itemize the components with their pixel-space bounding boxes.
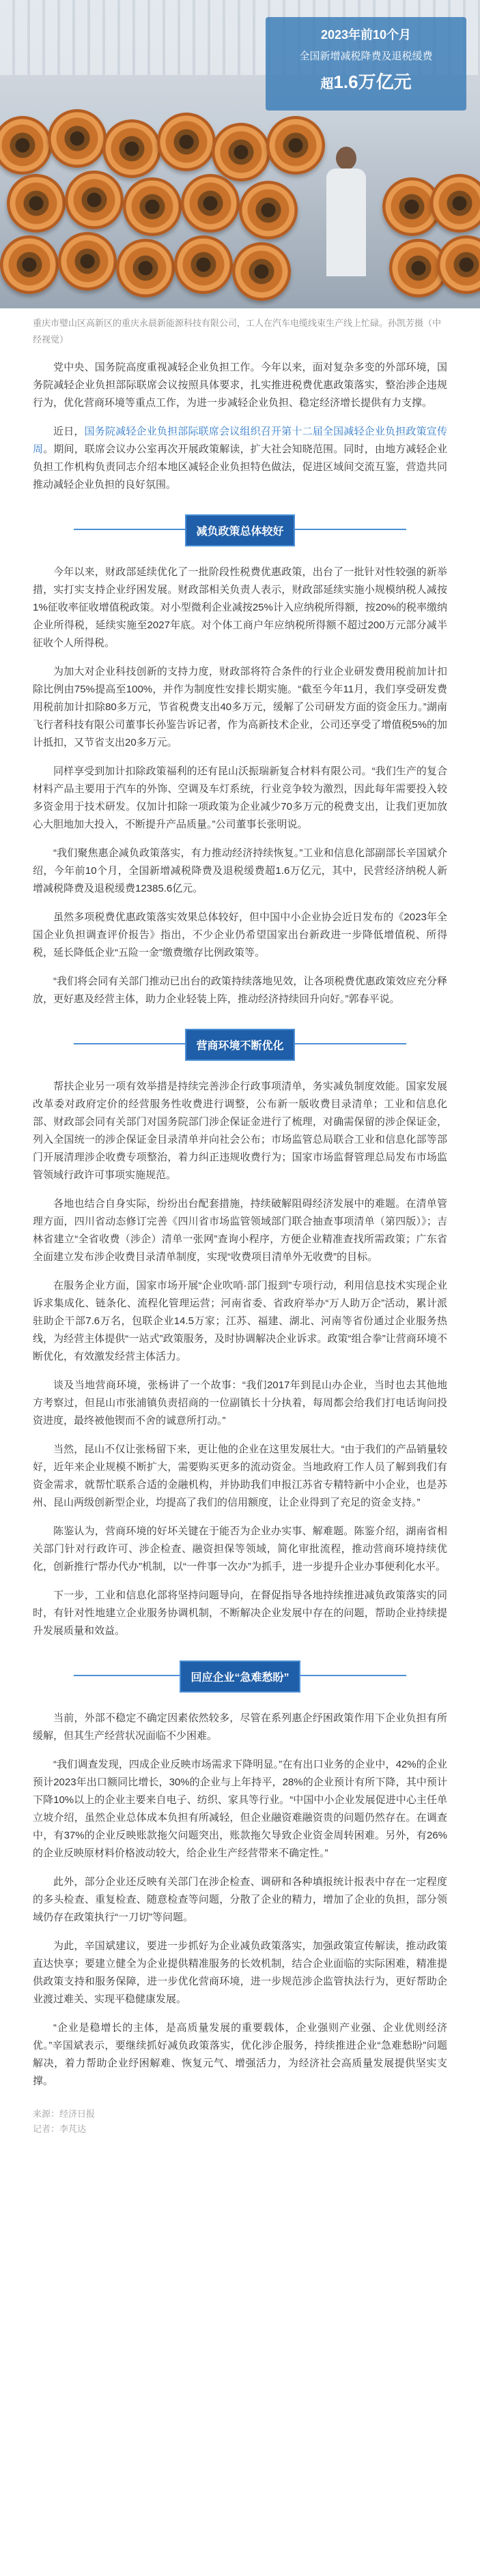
hero-image xyxy=(0,0,480,308)
badge-period: 2023年前10个月 xyxy=(320,28,412,42)
section-header-2 xyxy=(33,1029,447,1059)
policy-week-link[interactable]: 国务院减轻企业负担部际联席会议组织召开第十二届全国减轻企业负担政策宣传周 xyxy=(33,426,447,455)
cable-coils xyxy=(0,109,480,308)
headline-badge xyxy=(266,17,466,111)
badge-subtitle: 全国新增减税降费及退税缓费 xyxy=(299,50,433,62)
section-title: 回应企业“急难愁盼” xyxy=(180,1660,300,1693)
article-footer xyxy=(0,2090,480,2137)
section-title: 减负政策总体较好 xyxy=(185,514,294,546)
worker-figure xyxy=(322,147,370,276)
paragraph: 当前，外部不稳定不确定因素依然较多，尽管在系列惠企纾困政策作用下企业负担有所缓解，但其生产经营状况面临不少困难。 xyxy=(33,1712,447,1742)
paragraph: 当然，昆山不仅让张杨留下来，更让他的企业在这里发展壮大。“由于我们的产品销量较好，近年来企业规模不断扩大，需要购买更多的流动资金。当地政府工作人员了解到我们有资金需求，就帮忙联系合适的金融机构，并协助我们申报江苏省专精特新中小企业，也是苏州、昆山两级创新型企业，均提高了我们的信用额度，让企业得到了充足的资金支持。” xyxy=(33,1444,447,1508)
paragraph: “我们将会同有关部门推动已出台的政策持续落地见效，让各项税费优惠政策效应充分释放，更好惠及经营主体，助力企业轻装上阵，推动经济持续回升向好。”郭春平说。 xyxy=(33,976,447,1005)
paragraph: 谈及当地营商环境，张杨讲了一个故事：“我们2017年到昆山办企业，当时也去其他地方考察过，但昆山市张浦镇负责招商的一位副镇长十分执着，每周都会给我们打电话询问投资进度，最终被他锲而不舍的诚意所打动。” xyxy=(33,1379,447,1426)
paragraph: 陈鉴认为，营商环境的好坏关键在于能否为企业办实事、解难题。陈鉴介绍，湖南省相关部门针对行政许可、涉企检查、融资担保等领域，简化审批流程，推动营商环境持续优化，创新推行“帮办代办”机制，以“一件事一次办”为抓手，进一步提升企业办事便利化水平。 xyxy=(33,1525,447,1572)
paragraph: 虽然多项税费优惠政策落实效果总体较好，但中国中小企业协会近日发布的《2023年全国企业负担调查评价报告》指出，不少企业仍希望国家出台新政进一步降低增值税、所得税，延长降低企业“五险一金”缴费缴存比例政策等。 xyxy=(33,911,447,958)
paragraph: 帮扶企业另一项有效举措是持续完善涉企行政事项清单，务实减负制度效能。国家发展改革委对政府定价的经营服务性收费进行调整，公布新一版收费目录清单；工业和信息化部、财政部会同有关部门对国务院部门涉企保证金进行了梳理，对确需保留的涉企保证金，列入全国统一的涉企保证金目录清单并向社会公布；市场监管总局联合工业和信息化部等部门开展清理涉企收费专项整治，着力纠正违规收费行为；国家市场监督管理总局发布市场监管领域行政许可事项实施规范。 xyxy=(33,1081,447,1181)
image-caption: 重庆市璧山区高新区的重庆永晨新能源科技有限公司，工人在汽车电缆线束生产线上忙碌。孙凯芳摄（中经视觉） xyxy=(33,318,442,345)
paragraph: 下一步，工业和信息化部将坚持问题导向，在督促指导各地持续推进减负政策落实的同时，有针对性地建立企业服务协调机制，不断解决企业发展中存在的问题，帮助企业持续提升发展质量和效益。 xyxy=(33,1590,447,1637)
paragraph: “企业是稳增长的主体，是高质量发展的重要载体，企业强则产业强、企业优则经济优。”辛国斌表示，要继续抓好减负政策落实，优化涉企服务，持续推进企业“急难愁盼”问题解决，着力帮助企业纾困解难、恢复元气、增强活力，为经济社会高质量发展提供坚实支撑。 xyxy=(33,2022,447,2087)
paragraph: 各地也结合自身实际，纷纷出台配套措施，持续破解阻碍经济发展中的难题。在清单管理方面，四川省动态修订完善《四川省市场监管领域部门联合抽查事项清单（第四版）》；吉林省建立“全省收费（涉企）清单一张网”查询小程序，方便企业精准查找所需政策；广东省全面建立发布涉企收费目录清单制度，实现“收费项目清单外无收费”的目标。 xyxy=(33,1198,447,1263)
reporter-line: 记者：李芃达 xyxy=(33,2124,87,2134)
section-header-1 xyxy=(33,514,447,544)
paragraph: “我们调查发现，四成企业反映市场需求下降明显。”在有出口业务的企业中，42%的企业预计2023年出口额同比增长，30%的企业与上年持平，28%的企业预计有所下降，其中预计下降10%以上的企业主要来自电子、纺织、家具等行业。“中国中小企业发展促进中心主任单立坡介绍，虽然企业总体成本负担有所减轻，但企业融资难融资贵的问题仍然存在。在调查中，有37%的企业反映账款拖欠问题突出，账款拖欠导致企业资金周转困难。另外，有26%的企业反映原材料价格波动较大，给企业生产经营带来不确定性。” xyxy=(33,1759,447,1859)
source-line: 来源：经济日报 xyxy=(33,2109,96,2119)
article-body xyxy=(0,359,480,2090)
paragraph: 此外，部分企业还反映有关部门在涉企检查、调研和各种填报统计报表中存在一定程度的多头检查、重复检查、随意检查等问题，分散了企业的精力，增加了企业的负担，部分领域仍存在政策执行“一刀切”等问题。 xyxy=(33,1876,447,1923)
paragraph: 今年以来，财政部延续优化了一批阶段性税费优惠政策，出台了一批针对性较强的新举措，实打实支持企业纾困发展。财政部相关负责人表示，财政部延续实施小规模纳税人减按1%征收率征收增值税政策。对小型微利企业减按25%计入应纳税所得额，按20%的税率缴纳企业所得税，延续实施至2027年底。对个体工商户年应纳税所得额不超过200万元部分减半征收个人所得税。 xyxy=(33,566,447,649)
section-header-3 xyxy=(33,1660,447,1690)
paragraph: 同样享受到加计扣除政策福利的还有昆山沃振瑞新复合材料有限公司。“我们生产的复合材料产品主要用于汽车的外饰、空调及车灯系统，行业竞争较为激烈，因此每年需要投入较多资金用于技术研发。仅加计扣除一项政策为企业减少70多万元的税费支出，让我们更加放心大胆地加大投入，不断提升产品质量。”公司董事长张明说。 xyxy=(33,765,447,830)
paragraph: 为此，辛国斌建议，要进一步抓好为企业减负政策落实，加强政策宣传解读，推动政策直达快享；要建立健全为企业提供精准服务的长效机制，结合企业面临的实际困难，精准提供政策支持和服务保障，进一步优化营商环境，进一步规范涉企监管执法行为，更好帮助企业渡过难关、实现平稳健康发展。 xyxy=(33,1940,447,2005)
badge-prefix: 超 xyxy=(320,77,334,91)
intro-paragraph-with-link xyxy=(33,423,447,494)
intro-paragraph: 党中央、国务院高度重视减轻企业负担工作。今年以来，面对复杂多变的外部环境，国务院减轻企业负担部际联席会议按照具体要求，扎实推进税费优惠政策落实，整治涉企违规行为，优化营商环境等重点工作，为进一步减轻企业负担、稳定经济增长提供有力支撑。 xyxy=(33,362,447,409)
badge-amount-line xyxy=(266,68,466,93)
badge-amount: 1.6万亿元 xyxy=(333,72,412,92)
paragraph: 为加大对企业科技创新的支持力度，财政部将符合条件的行业企业研发费用税前加计扣除比例由75%提高至100%，并作为制度性安排长期实施。“截至今年11月，我们享受研发费用税前加计扣除80多万元，节省税费支出40多万元，缓解了公司研发方面的资金压力。”湖南飞行者科技有限公司董事长孙鉴告诉记者，作为高新技术企业，公司还享受了增值税5%的加计抵扣，又节省支出20多万元。 xyxy=(33,666,447,748)
section-title: 营商环境不断优化 xyxy=(185,1029,294,1061)
paragraph: “我们聚焦惠企减负政策落实，有力推动经济持续恢复。”工业和信息化部副部长辛国斌介绍，今年前10个月，全国新增减税降费及退税缓费超1.6万亿元，其中，民营经济纳税人新增减税降费及退税缓费12385.6亿元。 xyxy=(33,847,447,894)
intro-paragraph-text: 近日，国务院减轻企业负担部际联席会议组织召开第十二届全国减轻企业负担政策宣传周。期间，联席会议办公室再次开展政策解读，扩大社会知晓范围。同时，由地方减轻企业负担工作机构负责同志介绍本地区减轻企业负担特色做法，促进区域间交流互鉴，营造共同推动减轻企业负担的良好氛围。 xyxy=(33,426,447,491)
paragraph: 在服务企业方面，国家市场开展“企业吹哨·部门报到”专项行动，利用信息技术实现企业诉求集成化、链条化、流程化管理运营；河南省委、省政府举办“万人助万企”活动，累计派驻助企干部7.6万名，包联企业14.5万家；江苏、福建、湖北、河南等省份通过企业服务热线，为经营主体提供“一站式”政策服务，及时协调解决企业诉求。政策“组合拳”让营商环境不断优化，有效激发经营主体活力。 xyxy=(33,1280,447,1362)
